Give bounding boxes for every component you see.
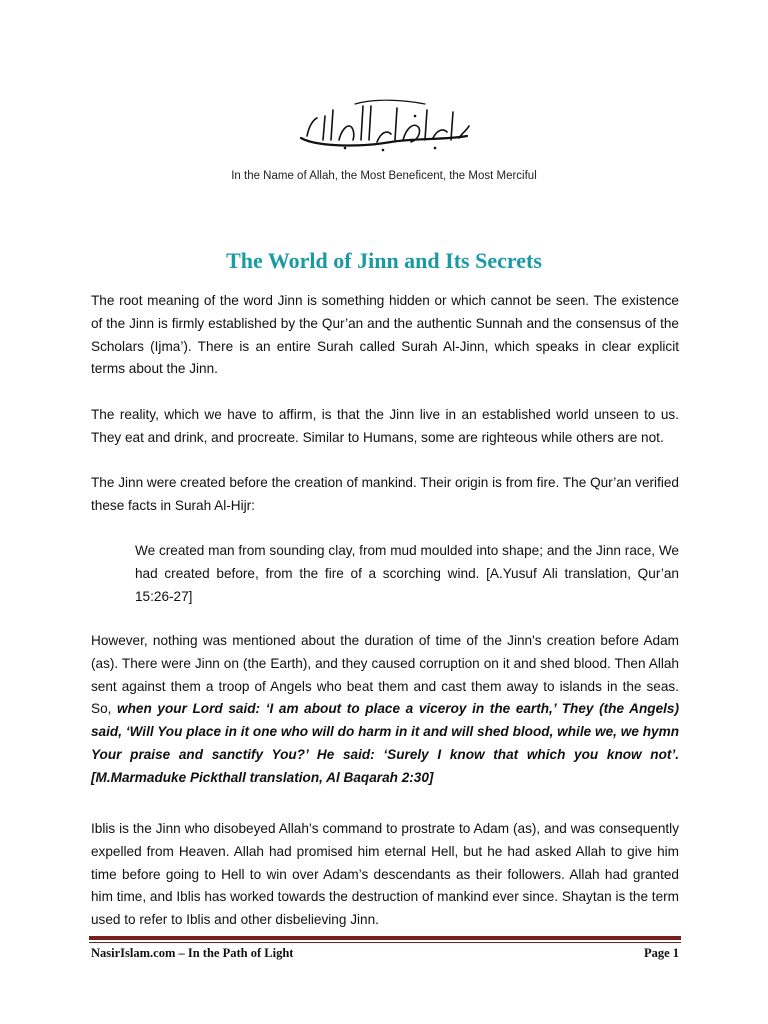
paragraph-4-text: However, nothing was mentioned about the duration of time of the Jinn's creation before Adam (as). There were Jinn on (the Earth), and they caused corruption on it and shed blood. Then Allah sent against them a troop of Angels who beat them and cast them away to islands in the seas. So, [91, 633, 679, 717]
footer-page-number: Page 1 [643, 946, 679, 960]
paragraph-1: The root meaning of the word Jinn is something hidden or which cannot be seen. The existence of the Jinn is firmly established by the Qur’an and the authentic Sunnah and the consensus of the Scholars (Ijma’). There is an entire Surah called Surah Al-Jinn, which speaks in clear explicit terms about the Jinn. [91, 293, 679, 377]
page-title: The World of Jinn and Its Secrets [226, 248, 542, 273]
paragraph-4-emphasis: when your Lord said: ‘I am about to place a viceroy in the earth,’ They (the Angels) said, ‘Will You place in it one who will do harm in it and will shed blood, while we, we hymn Your praise and sanctify You?’ He said: ‘Surely I know that which you know not’. [M.Marmaduke Pickthall translation, Al Baqarah 2:30] [91, 701, 679, 785]
basmala-calligraphy-icon [295, 96, 473, 158]
paragraph-5: Iblis is the Jinn who disobeyed Allah’s command to prostrate to Adam (as), and was consequently expelled from Heaven. Allah had promised him eternal Hell, but he had asked Allah to give him time before going to Hell to win over Adam’s descendants as their followers. Allah had granted him time, and Iblis has worked towards the destruction of mankind ever since. Shaytan is the term used to refer to Iblis and other disbelieving Jinn. [91, 821, 679, 928]
footer-site-name: NasirIslam.com – In the Path of Light [91, 946, 294, 960]
basmala-translation: In the Name of Allah, the Most Beneficent, the Most Merciful [231, 170, 537, 182]
footer-rule-thick [89, 936, 681, 940]
paragraph-4 [91, 630, 679, 790]
block-quote: We created man from sounding clay, from mud moulded into shape; and the Jinn race, We had created before, from the fire of a scorching wind. [A.Yusuf Ali translation, Qur’an 15:26-27] [135, 543, 679, 604]
paragraph-3: The Jinn were created before the creation of mankind. Their origin is from fire. The Qur’an verified these facts in Surah Al-Hijr: [91, 475, 679, 513]
footer-rule-thin [89, 942, 681, 943]
paragraph-2: The reality, which we have to affirm, is that the Jinn live in an established world unseen to us. They eat and drink, and procreate. Similar to Humans, some are righteous while others are not. [91, 407, 679, 445]
